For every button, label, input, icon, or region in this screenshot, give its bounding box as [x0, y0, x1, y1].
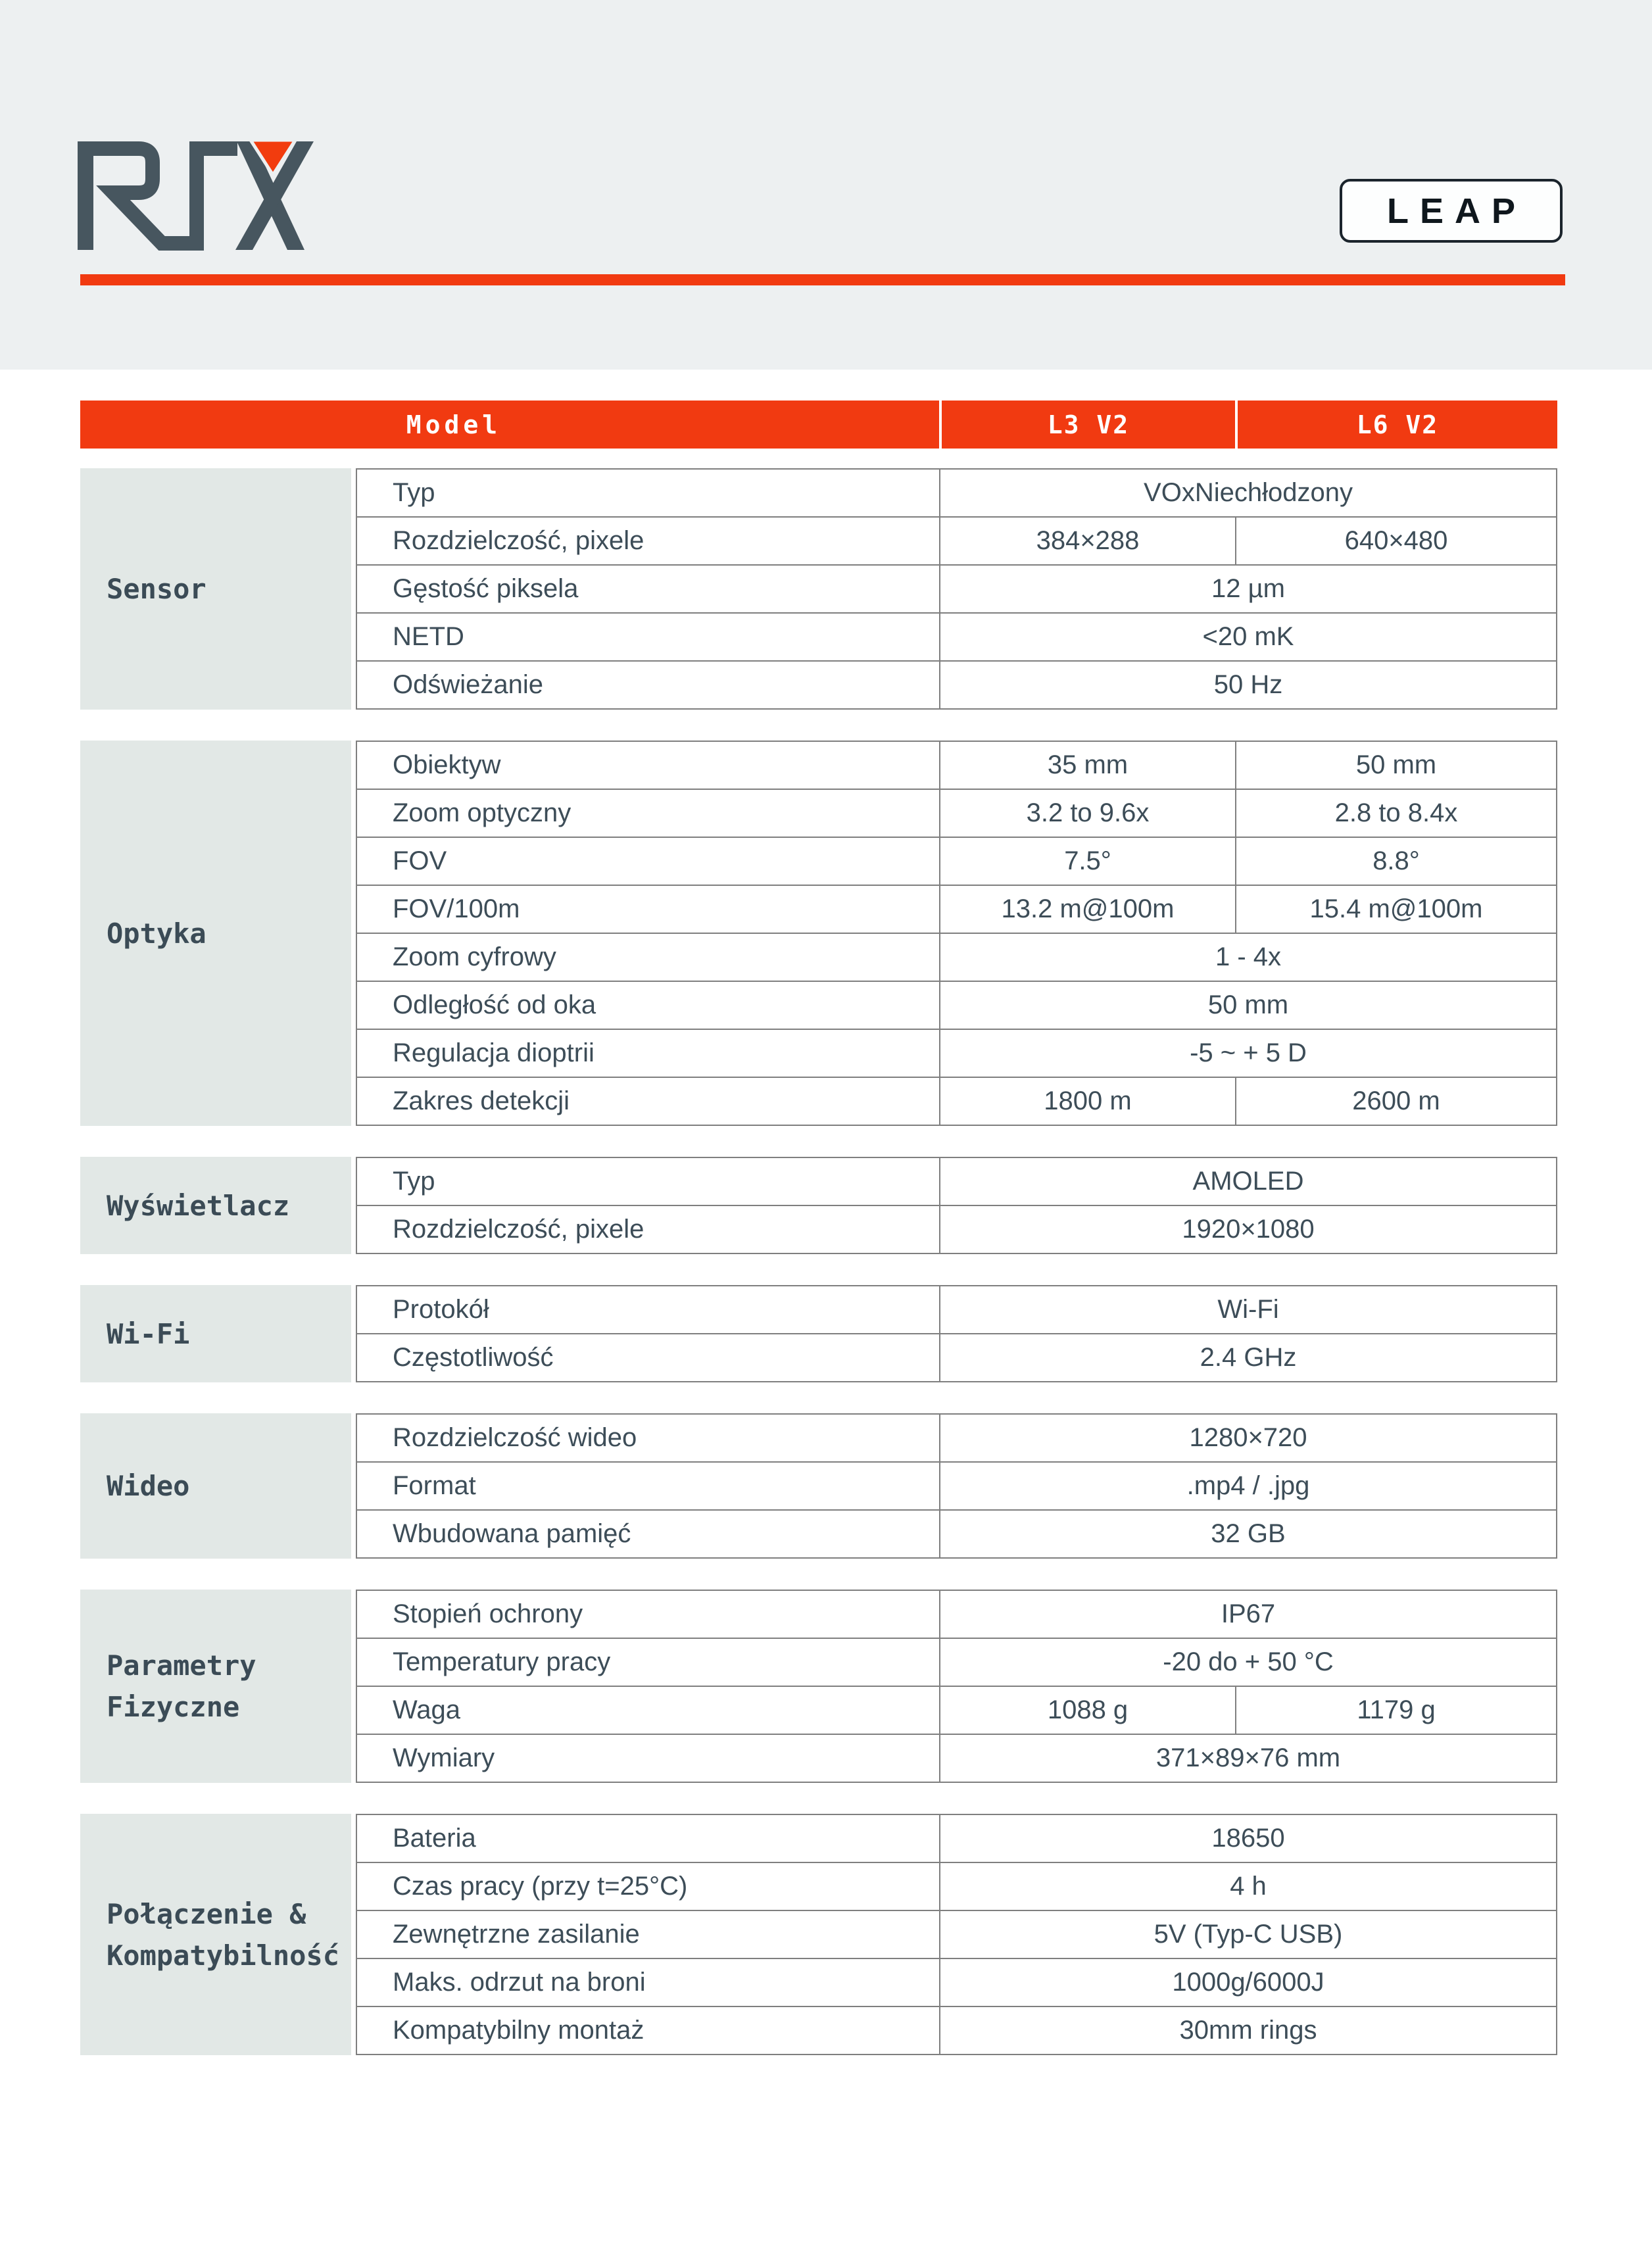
spec-row: [357, 1638, 1556, 1686]
value-cell-span: Wi-Fi: [1217, 1295, 1279, 1324]
spec-row: [357, 933, 1556, 981]
value-cell-span: 4 h: [1230, 1872, 1267, 1901]
spec-row: [357, 1286, 1556, 1333]
value-cell-l6v2: 50 mm: [1235, 742, 1556, 789]
row-label: Rozdzielczość, pixele: [357, 518, 940, 564]
spec-row: [357, 1862, 1556, 1910]
rix-logo: [72, 135, 316, 253]
value-cell-span: 50 mm: [1207, 990, 1289, 1019]
section-name: Parametry Fizyczne: [80, 1590, 351, 1783]
row-label: FOV/100m: [357, 886, 940, 933]
value-cell-span: 32 GB: [1211, 1519, 1286, 1548]
spec-row: [357, 612, 1556, 660]
row-label: Typ: [357, 470, 940, 516]
spec-row: [357, 1029, 1556, 1077]
value-cell-span: -20 do + 50 °C: [1163, 1647, 1334, 1676]
spec-row: [357, 1686, 1556, 1734]
section-table: [356, 1413, 1557, 1559]
value-cell-span: 1000g/6000J: [1172, 1968, 1324, 1997]
row-label: Odległość od oka: [357, 982, 940, 1029]
model-header-cell: Model: [80, 401, 939, 449]
value-cell-span: .mp4 / .jpg: [1186, 1471, 1310, 1500]
value-cell-span: 5V (Typ-C USB): [1154, 1920, 1343, 1949]
section-table: [356, 468, 1557, 710]
spec-row: [357, 1333, 1556, 1381]
value-cell-l3v2: 7.5°: [1064, 846, 1111, 875]
value-cell-l6v2: 1179 g: [1235, 1687, 1556, 1734]
value-cell-span: <20 mK: [1202, 622, 1294, 651]
accent-divider-bar: [80, 274, 1565, 285]
spec-row: [357, 660, 1556, 708]
row-label: Format: [357, 1463, 940, 1509]
value-cell-span: 1920×1080: [1182, 1215, 1315, 1244]
section-name: Wideo: [80, 1413, 351, 1559]
row-label: Czas pracy (przy t=25°C): [357, 1863, 940, 1910]
section: [80, 468, 1557, 710]
section: [80, 741, 1557, 1126]
value-cell-l3v2: 384×288: [1036, 526, 1140, 555]
value-cell-l3v2: 3.2 to 9.6x: [1026, 798, 1150, 827]
row-label: Stopień ochrony: [357, 1591, 940, 1638]
value-cell-l6v2: 15.4 m@100m: [1235, 886, 1556, 933]
row-label: Waga: [357, 1687, 940, 1734]
section-name: Wyświetlacz: [80, 1157, 351, 1254]
spec-row: [357, 789, 1556, 837]
leap-badge: LEAP: [1340, 179, 1563, 243]
value-cell-l6v2: 2.8 to 8.4x: [1235, 790, 1556, 837]
value-cell-l3v2: 35 mm: [1047, 750, 1129, 779]
row-label: Obiektyw: [357, 742, 940, 789]
spec-row: [357, 1958, 1556, 2006]
section: [80, 1590, 1557, 1783]
spec-row: [357, 1591, 1556, 1638]
spec-row: [357, 1205, 1556, 1253]
row-label: Protokół: [357, 1286, 940, 1333]
value-cell-span: 18650: [1211, 1824, 1285, 1853]
column-header-l3v2: L3 V2: [942, 401, 1235, 449]
spec-row: [357, 1461, 1556, 1509]
row-label: Odświeżanie: [357, 662, 940, 708]
spec-row: [357, 1158, 1556, 1205]
spec-row: [357, 470, 1556, 516]
row-label: Wbudowana pamięć: [357, 1511, 940, 1557]
value-cell-span: 12 µm: [1211, 574, 1285, 603]
section-table: [356, 1814, 1557, 2055]
row-label: Bateria: [357, 1815, 940, 1862]
row-label: Gęstość piksela: [357, 566, 940, 612]
row-label: Wymiary: [357, 1735, 940, 1782]
value-cell-l3v2: 1800 m: [1044, 1086, 1132, 1115]
value-cell-span: 30mm rings: [1179, 2016, 1317, 2045]
table-header-row: [80, 401, 1557, 449]
spec-row: [357, 1077, 1556, 1125]
row-label: Zakres detekcji: [357, 1078, 940, 1125]
spec-row: [357, 1415, 1556, 1461]
spec-row: [357, 564, 1556, 612]
value-cell-span: 1 - 4x: [1215, 942, 1282, 971]
value-cell-span: 50 Hz: [1213, 670, 1283, 699]
value-cell-l6v2: 640×480: [1235, 518, 1556, 564]
rix-logo-stem: [78, 141, 93, 250]
value-cell-span: 2.4 GHz: [1200, 1343, 1297, 1372]
row-label: Typ: [357, 1158, 940, 1205]
row-label: NETD: [357, 614, 940, 660]
section-table: [356, 1285, 1557, 1382]
row-label: Rozdzielczość, pixele: [357, 1206, 940, 1253]
section: [80, 1157, 1557, 1254]
section-name: Wi-Fi: [80, 1285, 351, 1382]
value-cell-span: 1280×720: [1189, 1423, 1307, 1452]
row-label: Zoom cyfrowy: [357, 934, 940, 981]
spec-row: [357, 837, 1556, 885]
sections-container: [80, 468, 1557, 2055]
spec-row: [357, 1815, 1556, 1862]
spec-row: [357, 1910, 1556, 1958]
row-label: Temperatury pracy: [357, 1639, 940, 1686]
row-label: Częstotliwość: [357, 1334, 940, 1381]
rix-logo-ri-ligature: [92, 149, 237, 243]
top-band: [0, 0, 1652, 370]
section-name: Optyka: [80, 741, 351, 1126]
section: [80, 1413, 1557, 1559]
section-table: [356, 1157, 1557, 1254]
value-cell-l6v2: 8.8°: [1235, 838, 1556, 885]
value-cell-l6v2: 2600 m: [1235, 1078, 1556, 1125]
value-cell-l3v2: 13.2 m@100m: [1001, 894, 1175, 923]
value-cell-l3v2: 1088 g: [1047, 1695, 1129, 1724]
row-label: Kompatybilny montaż: [357, 2007, 940, 2054]
spec-row: [357, 981, 1556, 1029]
section-table: [356, 1590, 1557, 1783]
section-name: Sensor: [80, 468, 351, 710]
value-cell-span: AMOLED: [1192, 1167, 1304, 1196]
row-label: Zoom optyczny: [357, 790, 940, 837]
row-label: Rozdzielczość wideo: [357, 1415, 940, 1461]
spec-row: [357, 516, 1556, 564]
value-cell-span: -5 ~ + 5 D: [1190, 1038, 1307, 1067]
section-name: Połączenie & Kompatybilność: [80, 1814, 351, 2055]
value-cell-span: IP67: [1221, 1599, 1276, 1628]
value-cell-span: VOxNiechłodzony: [1144, 478, 1353, 507]
section: [80, 1285, 1557, 1382]
spec-table: [80, 401, 1557, 2086]
column-header-l6v2: L6 V2: [1238, 401, 1557, 449]
spec-row: [357, 1734, 1556, 1782]
row-label: Regulacja dioptrii: [357, 1030, 940, 1077]
row-label: Maks. odrzut na broni: [357, 1959, 940, 2006]
spec-row: [357, 885, 1556, 933]
row-label: Zewnętrzne zasilanie: [357, 1911, 940, 1958]
spec-row: [357, 742, 1556, 789]
section-table: [356, 741, 1557, 1126]
value-cell-span: 371×89×76 mm: [1155, 1743, 1341, 1772]
spec-row: [357, 2006, 1556, 2054]
spec-row: [357, 1509, 1556, 1557]
section: [80, 1814, 1557, 2055]
row-label: FOV: [357, 838, 940, 885]
